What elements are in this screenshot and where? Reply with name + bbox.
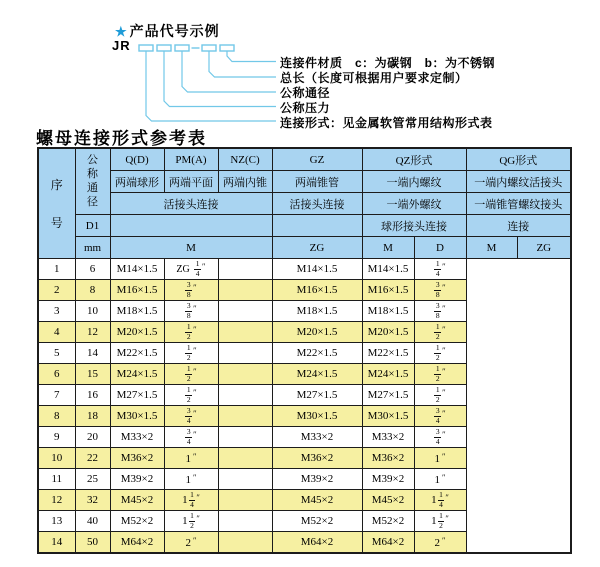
header-ball-joint-qz: 球形接头连接 xyxy=(362,215,466,237)
cell-qg-m: M22×1.5 xyxy=(362,343,414,364)
label-nominal-pressure: 公称压力 xyxy=(280,101,331,115)
cell-qz-d: M18×1.5 xyxy=(272,301,362,322)
cell-m: M14×1.5 xyxy=(110,259,164,280)
header-unit-qg-m: M xyxy=(466,237,517,259)
cell-qg-m: M20×1.5 xyxy=(362,322,414,343)
cell-qz-m xyxy=(218,343,272,364)
cell-qg-zg: 1 ″ xyxy=(414,469,466,490)
table-row xyxy=(38,259,571,280)
cell-qg-m: M24×1.5 xyxy=(362,364,414,385)
cell-dn: 16 xyxy=(75,385,110,406)
cell-qg-m: M39×2 xyxy=(362,469,414,490)
header-conn-type-gz: 活接头连接 xyxy=(272,193,362,215)
cell-qg-zg: $\frac{3}{4}$ ″ xyxy=(414,406,466,427)
cell-dn: 15 xyxy=(75,364,110,385)
cell-dn: 6 xyxy=(75,259,110,280)
cell-qg-m: M33×2 xyxy=(362,427,414,448)
cell-qz-d: M45×2 xyxy=(272,490,362,511)
cell-seq: 10 xyxy=(38,448,75,469)
cell-m: M16×1.5 xyxy=(110,280,164,301)
cell-qz-m xyxy=(218,385,272,406)
cell-m: M30×1.5 xyxy=(110,406,164,427)
cell-dn: 32 xyxy=(75,490,110,511)
cell-dn: 18 xyxy=(75,406,110,427)
cell-m: M45×2 xyxy=(110,490,164,511)
cell-qz-d: M24×1.5 xyxy=(272,364,362,385)
cell-seq: 11 xyxy=(38,469,75,490)
cell-seq: 1 xyxy=(38,259,75,280)
table-row xyxy=(38,427,571,448)
cell-seq: 9 xyxy=(38,427,75,448)
label-nominal-diameter: 公称通径 xyxy=(280,86,331,100)
table-body xyxy=(38,259,571,554)
leader-line-material xyxy=(227,51,276,62)
cell-zg: $\frac{3}{8}$ ″ xyxy=(164,301,218,322)
table-row xyxy=(38,301,571,322)
header-group-qz: QZ形式 xyxy=(362,148,466,171)
cell-zg: $\frac{3}{4}$ ″ xyxy=(164,427,218,448)
cell-zg: 2 ″ xyxy=(164,532,218,554)
cell-qz-d: M20×1.5 xyxy=(272,322,362,343)
cell-qz-d: M39×2 xyxy=(272,469,362,490)
cell-dn: 8 xyxy=(75,280,110,301)
cell-seq: 13 xyxy=(38,511,75,532)
cell-qg-zg: $\frac{1}{2}$ ″ xyxy=(414,322,466,343)
header-group-gz: GZ xyxy=(272,148,362,171)
cell-m: M33×2 xyxy=(110,427,164,448)
header-connect-qg: 连接 xyxy=(466,215,571,237)
header-dn: 公 称 通 径 xyxy=(75,148,110,215)
cell-zg: 1 $\frac{1}{2}$ ″ xyxy=(164,511,218,532)
cell-zg: 1 ″ xyxy=(164,448,218,469)
header-group-nzc: NZ(C) xyxy=(218,148,272,171)
cell-qz-m xyxy=(218,427,272,448)
cell-dn: 20 xyxy=(75,427,110,448)
header-end-type-gz: 两端锥管 xyxy=(272,171,362,193)
leader-line-length xyxy=(209,51,276,77)
header-blank-qpn xyxy=(110,215,272,237)
header-conn-type-qpn: 活接头连接 xyxy=(110,193,272,215)
cell-qg-zg: $\frac{1}{2}$ ″ xyxy=(414,385,466,406)
cell-qz-m xyxy=(218,448,272,469)
cell-dn: 50 xyxy=(75,532,110,554)
cell-dn: 12 xyxy=(75,322,110,343)
cell-qg-zg: $\frac{1}{2}$ ″ xyxy=(414,364,466,385)
cell-qz-d: M16×1.5 xyxy=(272,280,362,301)
cell-m: M39×2 xyxy=(110,469,164,490)
cell-qz-m xyxy=(218,469,272,490)
nut-connection-reference-table xyxy=(37,147,572,554)
cell-qz-d: M27×1.5 xyxy=(272,385,362,406)
cell-qg-zg: $\frac{1}{2}$ ″ xyxy=(414,343,466,364)
cell-seq: 6 xyxy=(38,364,75,385)
table-row xyxy=(38,511,571,532)
product-code-prefix: JR xyxy=(112,38,131,53)
cell-qg-zg: 1 ″ xyxy=(414,448,466,469)
cell-qz-m xyxy=(218,406,272,427)
header-unit-zg: ZG xyxy=(272,237,362,259)
cell-qg-m: M27×1.5 xyxy=(362,385,414,406)
cell-m: M52×2 xyxy=(110,511,164,532)
header-unit-m: M xyxy=(110,237,272,259)
cell-qz-m xyxy=(218,511,272,532)
cell-dn: 10 xyxy=(75,301,110,322)
cell-seq: 5 xyxy=(38,343,75,364)
table-row xyxy=(38,385,571,406)
cell-seq: 4 xyxy=(38,322,75,343)
header-unit-qg-zg: ZG xyxy=(517,237,571,259)
cell-m: M20×1.5 xyxy=(110,322,164,343)
header-end-type-qz: 一端内螺纹 xyxy=(362,171,466,193)
cell-qg-zg: 2 ″ xyxy=(414,532,466,554)
table-row xyxy=(38,343,571,364)
cell-m: M64×2 xyxy=(110,532,164,554)
cell-qg-zg: 1 $\frac{1}{2}$ ″ xyxy=(414,511,466,532)
code-box-1 xyxy=(139,45,153,51)
cell-qz-d: M52×2 xyxy=(272,511,362,532)
cell-dn: 14 xyxy=(75,343,110,364)
cell-seq: 12 xyxy=(38,490,75,511)
header-blank-gz xyxy=(272,215,362,237)
cell-seq: 8 xyxy=(38,406,75,427)
cell-zg: ZG $\frac{1}{4}$ ″ xyxy=(164,259,218,280)
label-total-length: 总长（长度可根据用户要求定制） xyxy=(280,71,468,85)
cell-zg: $\frac{1}{2}$ ″ xyxy=(164,343,218,364)
header-seq: 序 号 xyxy=(38,148,75,259)
table-row xyxy=(38,322,571,343)
table-header xyxy=(38,148,571,259)
header-d1: D1 xyxy=(75,215,110,237)
cell-m: M18×1.5 xyxy=(110,301,164,322)
leader-line-pn xyxy=(164,51,276,107)
cell-qz-d: M36×2 xyxy=(272,448,362,469)
cell-qg-m: M18×1.5 xyxy=(362,301,414,322)
cell-dn: 40 xyxy=(75,511,110,532)
table-row xyxy=(38,364,571,385)
table-row xyxy=(38,280,571,301)
cell-qg-zg: $\frac{1}{4}$ ″ xyxy=(414,259,466,280)
table-row xyxy=(38,469,571,490)
cell-zg: $\frac{1}{2}$ ″ xyxy=(164,385,218,406)
cell-m: M22×1.5 xyxy=(110,343,164,364)
header-end-type-qd: 两端球形 xyxy=(110,171,164,193)
cell-qz-d: M64×2 xyxy=(272,532,362,554)
cell-qz-m xyxy=(218,259,272,280)
header-end-type-pma: 两端平面 xyxy=(164,171,218,193)
cell-dn: 22 xyxy=(75,448,110,469)
cell-qz-m xyxy=(218,490,272,511)
table-row xyxy=(38,532,571,554)
table-row xyxy=(38,448,571,469)
cell-zg: $\frac{3}{8}$ ″ xyxy=(164,280,218,301)
header-end-type-nzc: 两端内锥 xyxy=(218,171,272,193)
cell-seq: 2 xyxy=(38,280,75,301)
header-conn-type-qz: 一端外螺纹 xyxy=(362,193,466,215)
cell-qg-zg: $\frac{3}{8}$ ″ xyxy=(414,301,466,322)
code-box-5 xyxy=(220,45,234,51)
cell-seq: 7 xyxy=(38,385,75,406)
cell-m: M24×1.5 xyxy=(110,364,164,385)
cell-m: M36×2 xyxy=(110,448,164,469)
leader-line-dn xyxy=(182,51,276,92)
cell-qg-m: M16×1.5 xyxy=(362,280,414,301)
product-code-example-label: 产品代号示例 xyxy=(129,23,220,39)
header-group-pma: PM(A) xyxy=(164,148,218,171)
cell-qg-m: M14×1.5 xyxy=(362,259,414,280)
cell-qg-m: M30×1.5 xyxy=(362,406,414,427)
cell-qg-zg: $\frac{3}{4}$ ″ xyxy=(414,427,466,448)
header-end-type-qg: 一端内螺纹活接头 xyxy=(466,171,571,193)
star-icon: ★ xyxy=(115,24,128,39)
cell-m: M27×1.5 xyxy=(110,385,164,406)
cell-zg: $\frac{1}{2}$ ″ xyxy=(164,322,218,343)
header-group-qd: Q(D) xyxy=(110,148,164,171)
cell-zg: 1 $\frac{1}{4}$ ″ xyxy=(164,490,218,511)
label-connection-form: 连接形式：见金属软管常用结构形式表 xyxy=(280,116,493,130)
label-connector-material: 连接件材质 c：为碳钢 b：为不锈钢 xyxy=(280,56,496,70)
cell-qz-m xyxy=(218,532,272,554)
cell-seq: 14 xyxy=(38,532,75,554)
header-unit-qz-m: M xyxy=(362,237,414,259)
cell-qz-m xyxy=(218,364,272,385)
cell-qz-d: M30×1.5 xyxy=(272,406,362,427)
header-unit-qz-d: D xyxy=(414,237,466,259)
cell-qz-d: M14×1.5 xyxy=(272,259,362,280)
cell-qz-m xyxy=(218,322,272,343)
header-group-qg: QG形式 xyxy=(466,148,571,171)
cell-zg: $\frac{3}{4}$ ″ xyxy=(164,406,218,427)
cell-qg-m: M36×2 xyxy=(362,448,414,469)
cell-qg-m: M45×2 xyxy=(362,490,414,511)
table-row xyxy=(38,406,571,427)
cell-qg-m: M64×2 xyxy=(362,532,414,554)
header-mm: mm xyxy=(75,237,110,259)
cell-seq: 3 xyxy=(38,301,75,322)
cell-zg: 1 ″ xyxy=(164,469,218,490)
cell-qz-d: M22×1.5 xyxy=(272,343,362,364)
cell-zg: $\frac{1}{2}$ ″ xyxy=(164,364,218,385)
table-title: 螺母连接形式参考表 xyxy=(36,129,207,148)
cell-qg-m: M52×2 xyxy=(362,511,414,532)
cell-qz-m xyxy=(218,301,272,322)
header-conn-type-qg: 一端锥管螺纹接头 xyxy=(466,193,571,215)
cell-qz-d: M33×2 xyxy=(272,427,362,448)
cell-qg-zg: 1 $\frac{1}{4}$ ″ xyxy=(414,490,466,511)
code-box-4 xyxy=(202,45,216,51)
code-box-3 xyxy=(175,45,189,51)
cell-dn: 25 xyxy=(75,469,110,490)
cell-qz-m xyxy=(218,280,272,301)
table-row xyxy=(38,490,571,511)
code-box-2 xyxy=(157,45,171,51)
cell-qg-zg: $\frac{3}{8}$ ″ xyxy=(414,280,466,301)
